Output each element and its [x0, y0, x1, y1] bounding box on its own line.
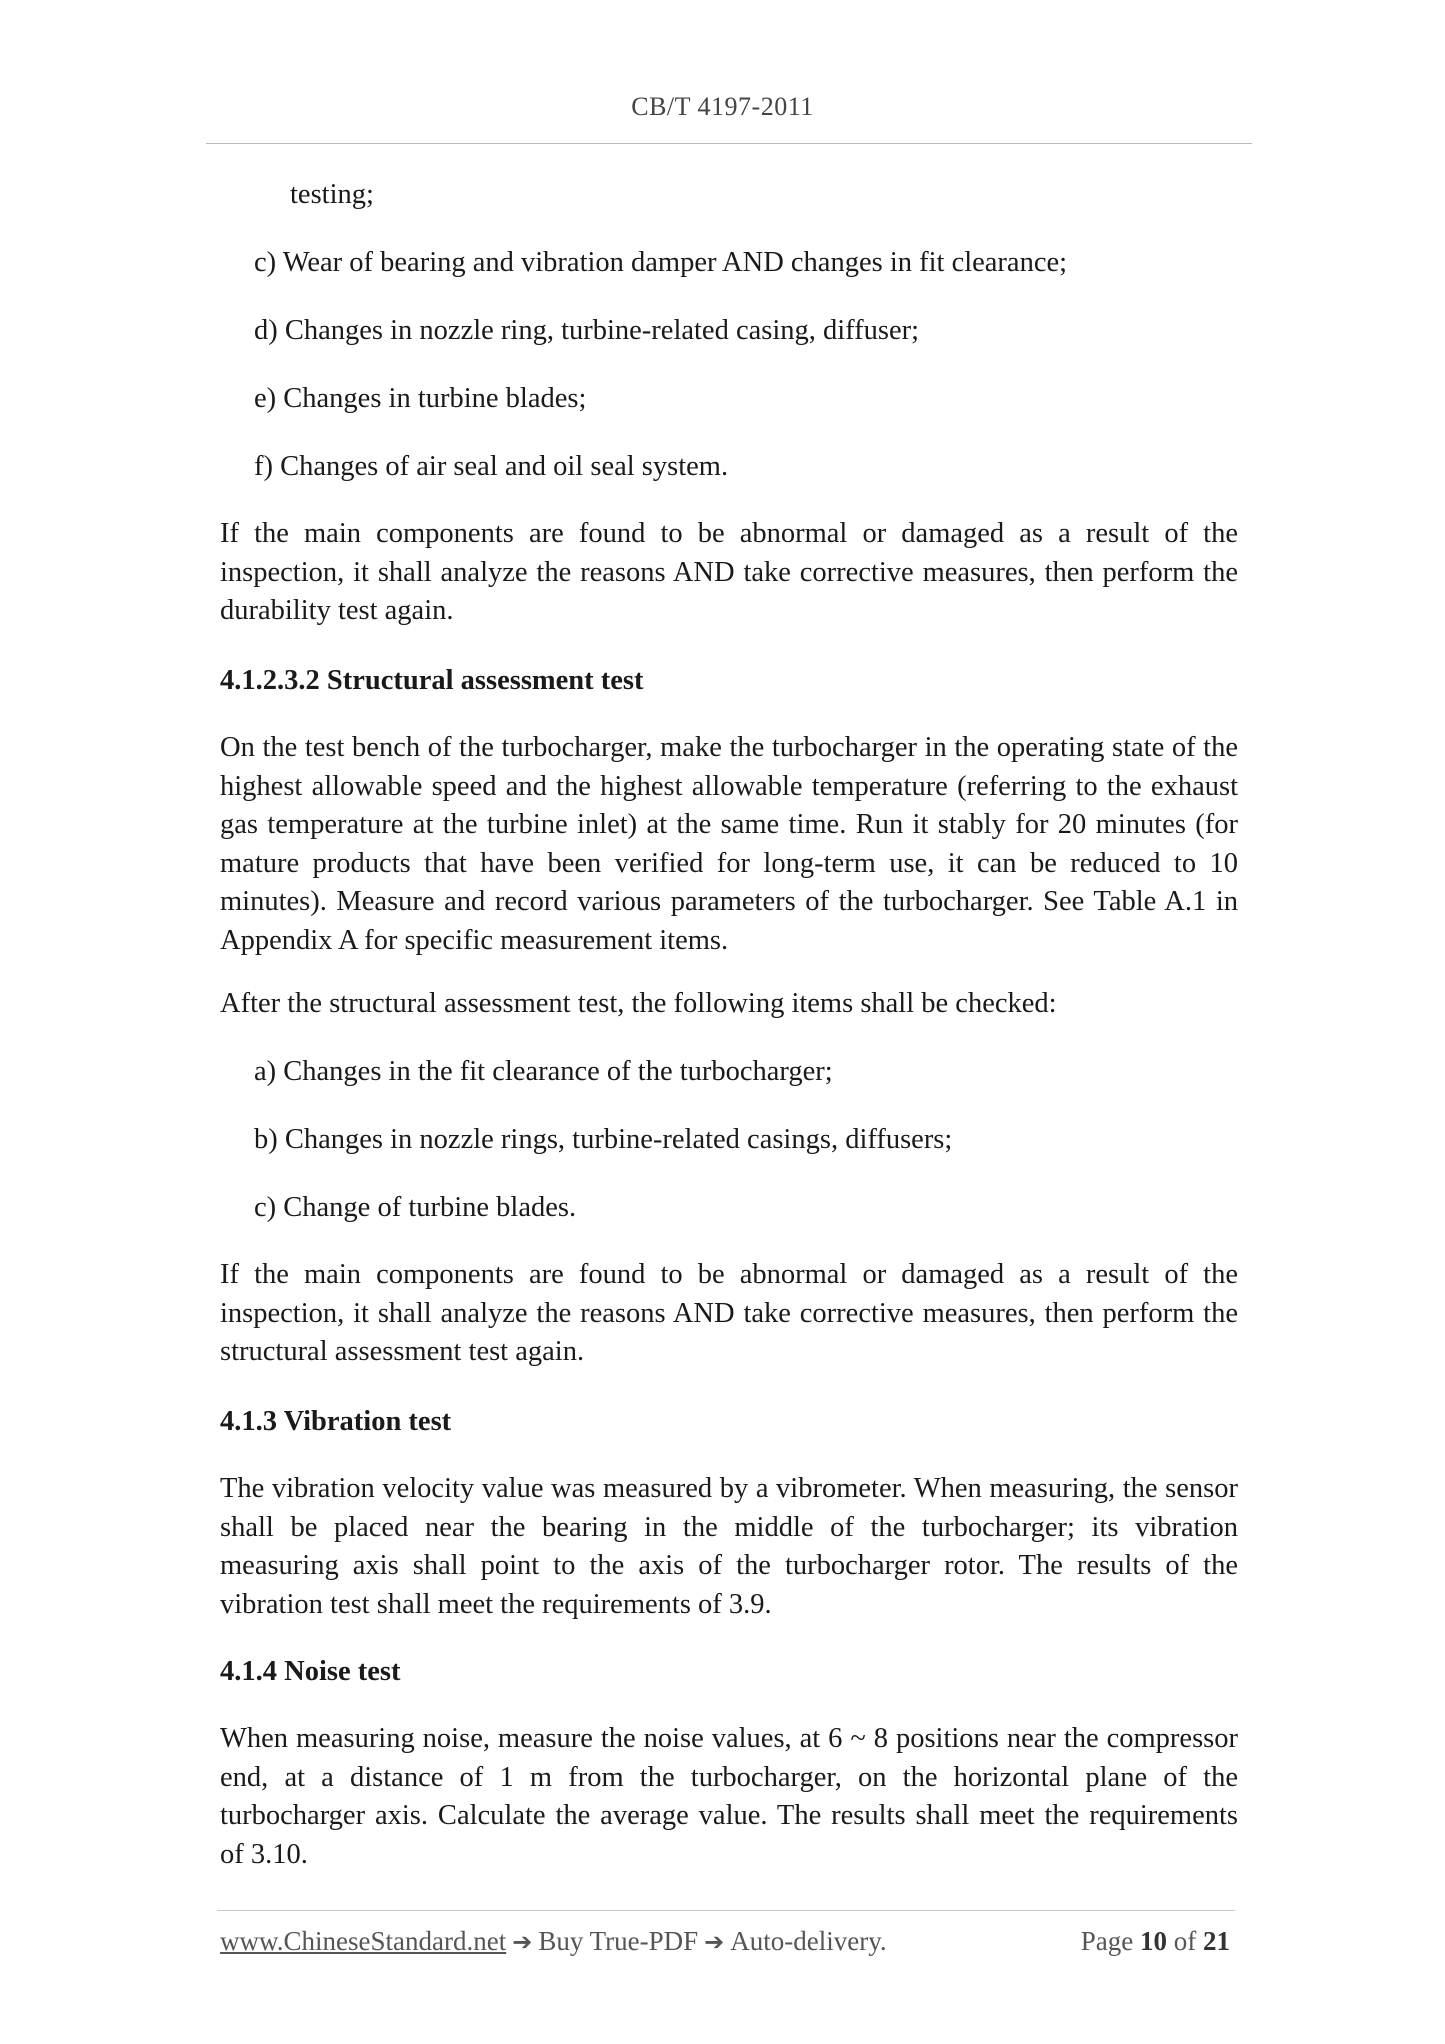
- arrow-right-icon: ➔: [704, 1928, 725, 1956]
- website-link[interactable]: www.ChineseStandard.net: [220, 1926, 507, 1956]
- section-heading-noise: 4.1.4 Noise test: [220, 1656, 401, 1687]
- list-item: d) Changes in nozzle ring, turbine-related casing, diffuser;: [254, 315, 920, 346]
- list-item: f) Changes of air seal and oil seal system.: [254, 451, 729, 482]
- document-code-header: CB/T 4197-2011: [631, 92, 814, 121]
- arrow-right-icon: ➔: [512, 1928, 533, 1956]
- paragraph-durability-result: If the main components are found to be abnormal or damaged as a result of the inspection, it shall analyze the reasons AND take corrective measures, then perform the durability test again.: [220, 518, 1238, 626]
- list-item: c) Change of turbine blades.: [254, 1192, 577, 1223]
- auto-delivery-text: Auto-delivery.: [730, 1926, 887, 1956]
- paragraph-after-structural: After the structural assessment test, the following items shall be checked:: [220, 988, 1057, 1019]
- list-item: e) Changes in turbine blades;: [254, 383, 587, 414]
- list-item: a) Changes in the fit clearance of the turbocharger;: [254, 1056, 833, 1087]
- page-current: 10: [1140, 1926, 1167, 1956]
- paragraph-noise: When measuring noise, measure the noise values, at 6 ~ 8 positions near the compressor end, at a distance of 1 m from the turbocharger, on the horizontal plane of the turbocharger axis. Calculate the average value. The results shall meet the requirements of 3.10.: [220, 1723, 1238, 1870]
- of-word: of: [1173, 1926, 1197, 1956]
- page-footer: [220, 1926, 1230, 1966]
- page-indicator: [1081, 1926, 1230, 1957]
- page-total: 21: [1203, 1926, 1230, 1956]
- continuation-text: testing;: [290, 179, 374, 210]
- page-word: Page: [1080, 1926, 1134, 1956]
- paragraph-vibration: The vibration velocity value was measured by a vibrometer. When measuring, the sensor shall be placed near the bearing in the middle of the turbocharger; its vibration measuring axis shall point to the axis of the turbocharger rotor. The results of the vibration test shall meet the requirements of 3.9.: [220, 1473, 1238, 1620]
- list-item: b) Changes in nozzle rings, turbine-related casings, diffusers;: [254, 1124, 953, 1155]
- section-heading-structural: 4.1.2.3.2 Structural assessment test: [220, 665, 644, 696]
- buy-true-pdf-text: Buy True-PDF: [538, 1926, 699, 1956]
- footer-divider: [217, 1910, 1235, 1911]
- list-item: c) Wear of bearing and vibration damper AND changes in fit clearance;: [254, 247, 1068, 278]
- paragraph-structural: On the test bench of the turbocharger, make the turbocharger in the operating state of the highest allowable speed and the highest allowable temperature (referring to the exhaust gas temperature at the turbine inlet) at the same time. Run it stably for 20 minutes (for mature products that have been verified for long-term use, it can be reduced to 10 minutes). Measure and record various parameters of the turbocharger. See Table A.1 in Appendix A for specific measurement items.: [220, 732, 1238, 956]
- section-heading-vibration: 4.1.3 Vibration test: [220, 1406, 452, 1437]
- paragraph-structural-result: If the main components are found to be abnormal or damaged as a result of the inspection, it shall analyze the reasons AND take corrective measures, then perform the structural assessment test again.: [220, 1259, 1238, 1367]
- footer-promo: [220, 1926, 887, 1957]
